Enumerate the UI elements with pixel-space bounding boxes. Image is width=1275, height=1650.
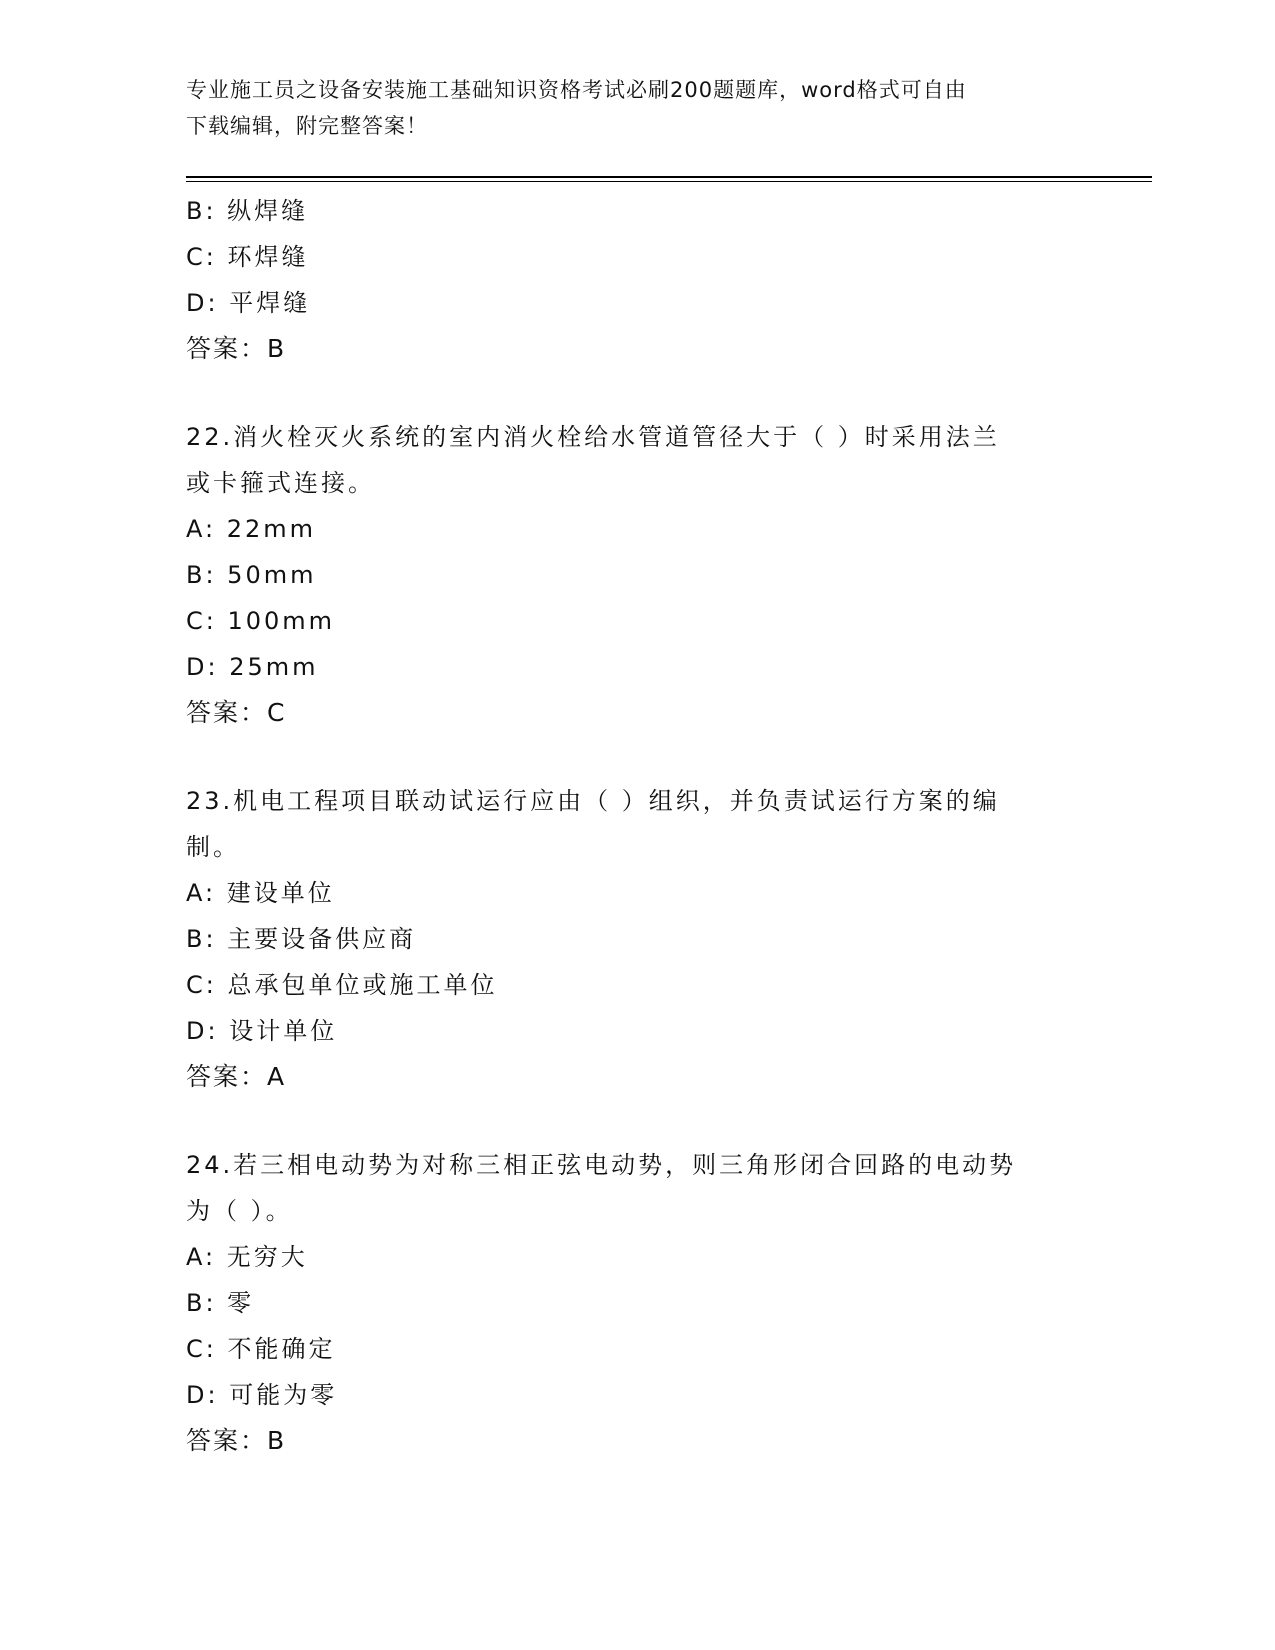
option-d: D: 可能为零 — [186, 1381, 338, 1409]
option-c: C: 总承包单位或施工单位 — [186, 971, 498, 999]
header-divider-thin — [186, 181, 1152, 182]
question-stem-line-1: 22.消火栓灭火系统的室内消火栓给水管道管径大于（ ）时采用法兰 — [186, 423, 1000, 451]
answer-line: 答案：A — [186, 1062, 287, 1091]
option-b: B: 零 — [186, 1289, 255, 1317]
question-23 — [186, 778, 1066, 1100]
option-b: B: 纵焊缝 — [186, 197, 309, 225]
question-stem-line-2: 或卡箍式连接。 — [186, 469, 375, 497]
option-d: D: 设计单位 — [186, 1017, 338, 1045]
question-stem-line-2: 制。 — [186, 833, 240, 861]
answer-line: 答案：B — [186, 334, 287, 363]
question-stem-line-2: 为（ ）。 — [186, 1197, 293, 1225]
option-d: D: 平焊缝 — [186, 289, 311, 317]
option-b: B: 50mm — [186, 561, 317, 589]
option-a: A: 建设单位 — [186, 879, 335, 907]
answer-line: 答案：C — [186, 698, 287, 727]
option-b: B: 主要设备供应商 — [186, 925, 417, 953]
option-a: A: 22mm — [186, 515, 317, 543]
header-line-2: 下载编辑，附完整答案！ — [186, 114, 428, 138]
document-header — [186, 72, 1066, 144]
option-a: A: 无穷大 — [186, 1243, 308, 1271]
option-c: C: 环焊缝 — [186, 243, 309, 271]
question-24 — [186, 1142, 1066, 1464]
question-stem-line-1: 24.若三相电动势为对称三相正弦电动势，则三角形闭合回路的电动势 — [186, 1151, 1017, 1179]
question-stem-line-1: 23.机电工程项目联动试运行应由（ ）组织，并负责试运行方案的编 — [186, 787, 1000, 815]
option-c: C: 不能确定 — [186, 1335, 336, 1363]
header-divider-thick — [186, 176, 1152, 178]
option-d: D: 25mm — [186, 653, 319, 681]
question-22 — [186, 414, 1066, 736]
continued-question-block — [186, 188, 1066, 372]
option-c: C: 100mm — [186, 607, 336, 635]
question-content — [186, 188, 1066, 1464]
answer-line: 答案：B — [186, 1426, 287, 1455]
header-line-1: 专业施工员之设备安装施工基础知识资格考试必刷200题题库，word格式可自由 — [186, 78, 967, 102]
